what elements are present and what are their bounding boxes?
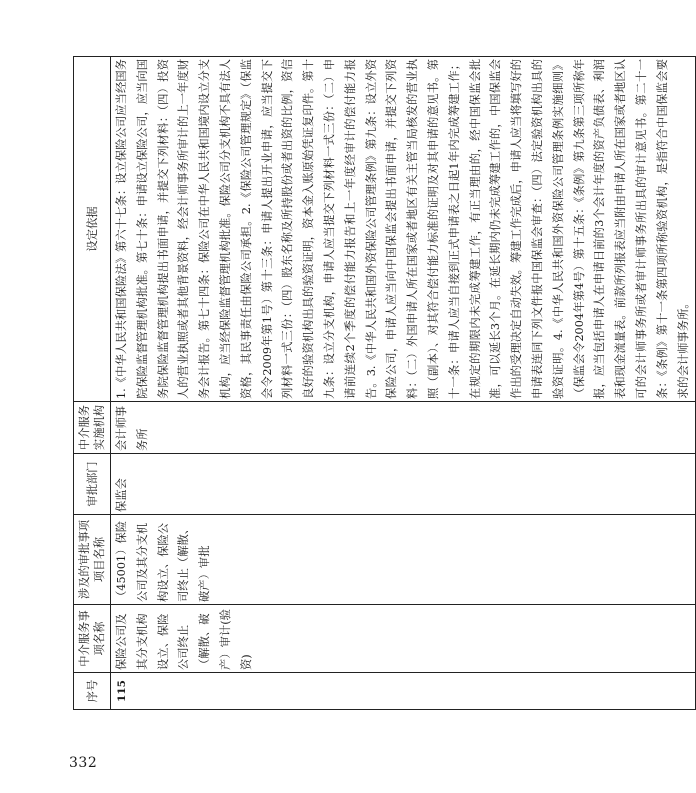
table-header-row [74,57,111,710]
header-service-name: 中介服务事项名称 [74,605,111,673]
row-service-org: 会计师事务所 [111,402,696,454]
row-legal-basis: 1.《中华人民共和国保险法》第六十七条：设立保险公司应当经国务院保险监督管理机构批准。第七十条：申请设立保险公司，应当向国务院保险监督管理机构提出书面申请，并提交下列材料：（四）投资人的营业执照或者其他背景资料，经会计师事务所审计的上一年度财务会计报告。第七十四条：保险公司在中华人民共和国境内设立分支机构，应当经保险监督管理机构批准。保险公司分支机构不具有法人资格，其民事责任由保险公司承担。2.《保险公司管理规定》（保监会令2009年第1号）第十三条：申请人提出开业申请，应当提交下列材料一式三份：（四）股东名称及所持股份或者出资的比例，资信良好的验资机构出具的验资证明，资本金入账原始凭证复印件。第十九条：设立分支机构，申请人应当提交下列材料一式三份：（二）申请前连续2个季度的偿付能力报告和上一年度经审计的偿付能力报告。3.《中华人民共和国外资保险公司管理条例》第九条：设立外资保险公司，申请人应当向中国保监会提出书面申请，并提交下列资料：（二）外国申请人所在国家或者地区有关主管当局核发的营业执照（副本）、对其符合偿付能力标准的证明及对其申请的意见书。第十一条：申请人应当自接到正式申请表之日起1年内完成筹建工作；在规定的期限内未完成筹建工作，有正当理由的，经中国保监会批准，可以延长3个月。在延长期内仍未完成筹建工作的，中国保监会作出的受理决定自动失效。筹建工作完成后，申请人应当将填写好的申请表连同下列文件报中国保监会审查：（四）法定验资机构出具的验资证明。4.《中华人民共和国外资保险公司管理条例实施细则》（保监会令2004年第4号）第十五条：《条例》第九条第三项所称年报，应当包括申请人在申请日前的3个会计年度的资产负债表、利润表和现金流量表。前款所列报表应当附由申请人所在国家或者地区认可的会计师事务所或者审计师事务所出具的审计意见书。第二十一条：《条例》第十一条第四项所称验资机构，是指符合中国保监会要求的会计师事务所。 [111,57,696,402]
row-service-name: 保险公司及其分支机构设立、保险公司终止（解散、破产）审计(验资) [111,605,696,673]
header-approval-item: 涉及的审批事项项目名称 [74,515,111,605]
row-approval-dept: 保监会 [111,454,696,515]
page-number: 332 [69,755,98,771]
header-seq: 序号 [74,673,111,710]
rotated-table-container [73,57,690,710]
header-service-org: 中介服务实施机构 [74,402,111,454]
row-seq: 115 [111,673,696,710]
header-approval-dept: 审批部门 [74,454,111,515]
header-legal-basis: 设定依据 [74,57,111,402]
table-row [111,57,696,710]
row-approval-item: （45001）保险公司及其分支机构设立、保险公司终止（解散、破产）审批 [111,515,696,605]
service-item-table [73,56,696,710]
